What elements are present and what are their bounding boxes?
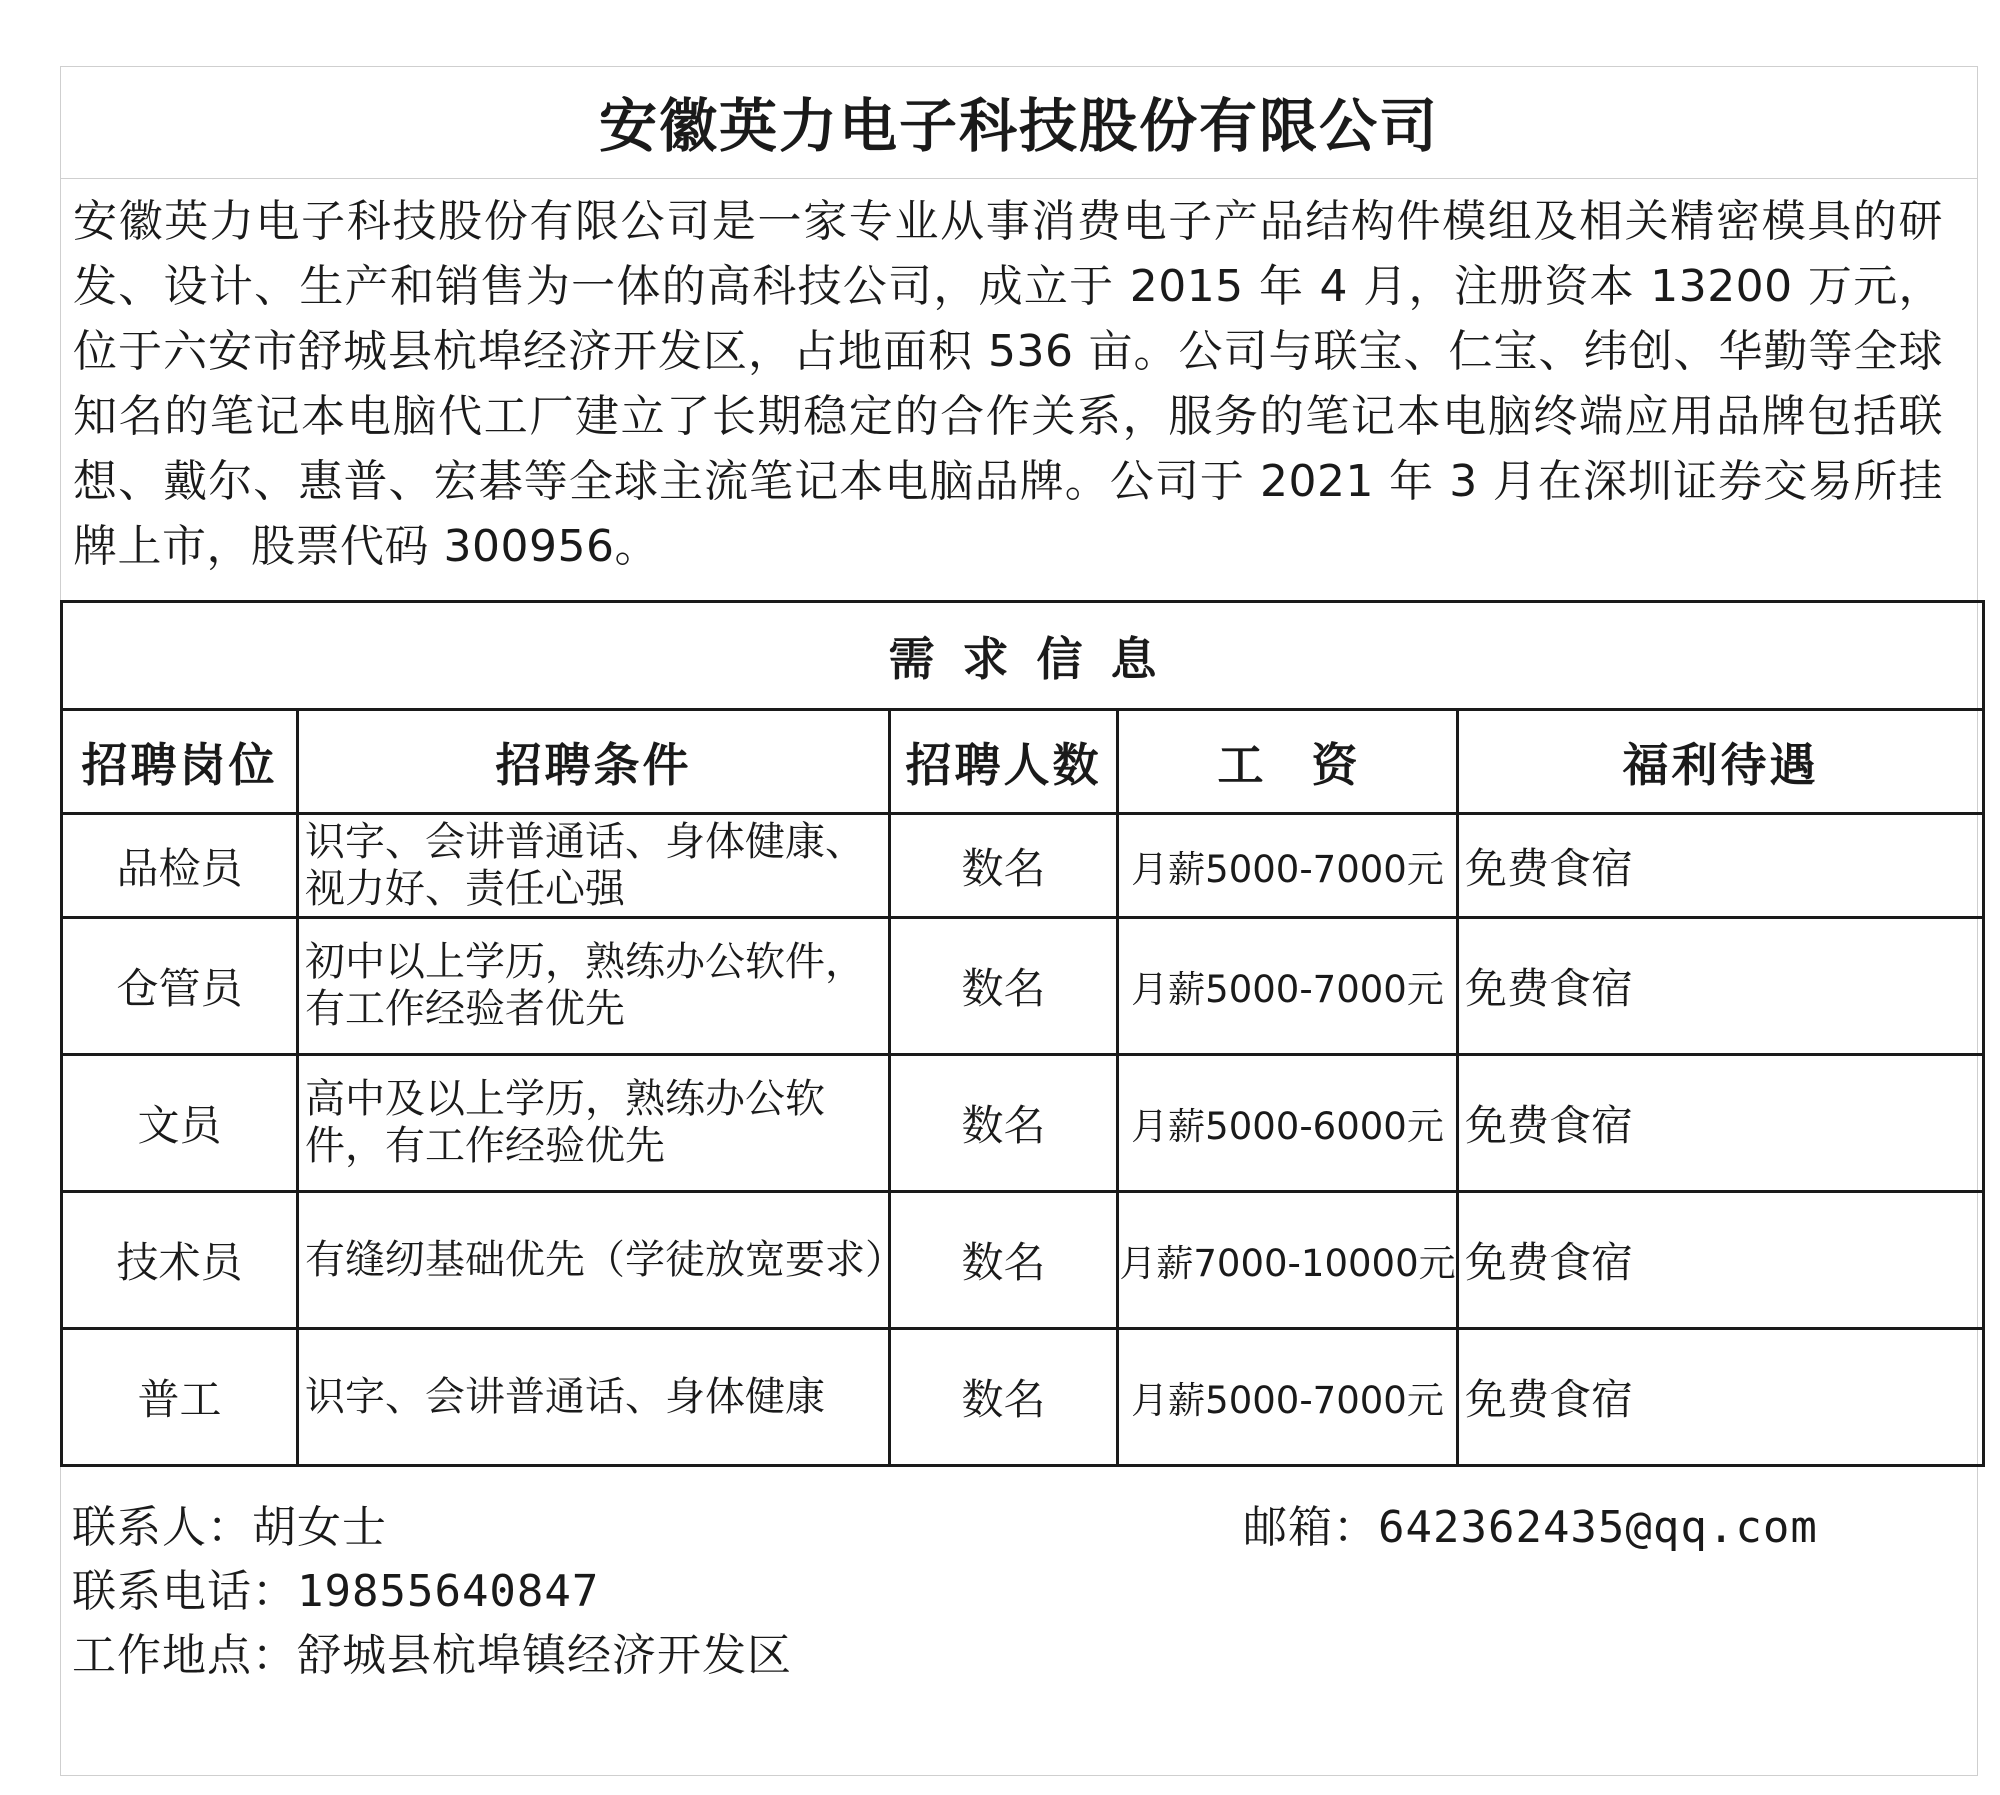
header-position: 招聘岗位 [62,710,298,814]
welfare-cell: 免费食宿 [1458,1055,1984,1192]
contact-person-label: 联系人： [72,1502,252,1553]
salary-cell: 月薪5000-6000元 [1118,1055,1458,1192]
welfare-cell: 免费食宿 [1458,918,1984,1055]
position-cell: 普工 [62,1329,298,1466]
table-row [62,814,1984,918]
company-title: 安徽英力电子科技股份有限公司 [61,67,1977,179]
header-count: 招聘人数 [890,710,1118,814]
table-row [62,1329,1984,1466]
welfare-cell: 免费食宿 [1458,1329,1984,1466]
table-row [62,1192,1984,1329]
header-salary: 工资 [1118,710,1458,814]
company-intro: 安徽英力电子科技股份有限公司是一家专业从事消费电子产品结构件模组及相关精密模具的研发、设计、生产和销售为一体的高科技公司，成立于 2015 年 4 月，注册资本 13200 万元，位于六安市舒城县杭埠经济开发区，占地面积 536 亩。公司与联宝、仁宝、纬创、华勤等全球知名的笔记本电脑代工厂建立了长期稳定的合作关系，服务的笔记本电脑终端应用品牌包括联想、戴尔、惠普、宏碁等全球主流笔记本电脑品牌。公司于 2021 年 3 月在深圳证券交易所挂牌上市，股票代码 300956。 [73,196,1943,572]
salary-cell: 月薪5000-7000元 [1118,918,1458,1055]
salary-cell: 月薪7000-10000元 [1118,1192,1458,1329]
header-conditions: 招聘条件 [298,710,890,814]
count-cell: 数名 [890,1055,1118,1192]
conditions-cell: 识字、会讲普通话、身体健康 [298,1329,890,1466]
count-cell: 数名 [890,1192,1118,1329]
position-cell: 品检员 [62,814,298,918]
work-address [72,1624,792,1688]
salary-cell: 月薪5000-7000元 [1118,814,1458,918]
work-address-label: 工作地点： [72,1630,297,1681]
count-cell: 数名 [890,814,1118,918]
table-row [62,1055,1984,1192]
section-title-row [62,602,1984,710]
contact-person-value: 胡女士 [252,1502,387,1553]
salary-cell: 月薪5000-7000元 [1118,1329,1458,1466]
conditions-cell: 高中及以上学历，熟练办公软件，有工作经验优先 [298,1055,890,1192]
contact-phone-value: 19855640847 [297,1566,600,1617]
header-welfare: 福利待遇 [1458,710,1984,814]
contact-email [1243,1496,1818,1560]
conditions-cell: 初中以上学历，熟练办公软件，有工作经验者优先 [298,918,890,1055]
contact-phone-label: 联系电话： [72,1566,297,1617]
work-address-value: 舒城县杭埠镇经济开发区 [297,1630,792,1681]
section-title: 需求信息 [62,602,1984,710]
table-header-row [62,710,1984,814]
welfare-cell: 免费食宿 [1458,814,1984,918]
conditions-cell: 识字、会讲普通话、身体健康、视力好、责任心强 [298,814,890,918]
table-row [62,918,1984,1055]
requirements-table [60,600,1985,1467]
position-cell: 文员 [62,1055,298,1192]
position-cell: 仓管员 [62,918,298,1055]
position-cell: 技术员 [62,1192,298,1329]
contact-person [72,1496,387,1560]
conditions-cell: 有缝纫基础优先（学徒放宽要求） [298,1192,890,1329]
count-cell: 数名 [890,1329,1118,1466]
contact-email-value: 642362435@qq.com [1378,1502,1818,1553]
count-cell: 数名 [890,918,1118,1055]
welfare-cell: 免费食宿 [1458,1192,1984,1329]
contact-email-label: 邮箱： [1243,1502,1378,1553]
contact-phone [72,1560,599,1624]
